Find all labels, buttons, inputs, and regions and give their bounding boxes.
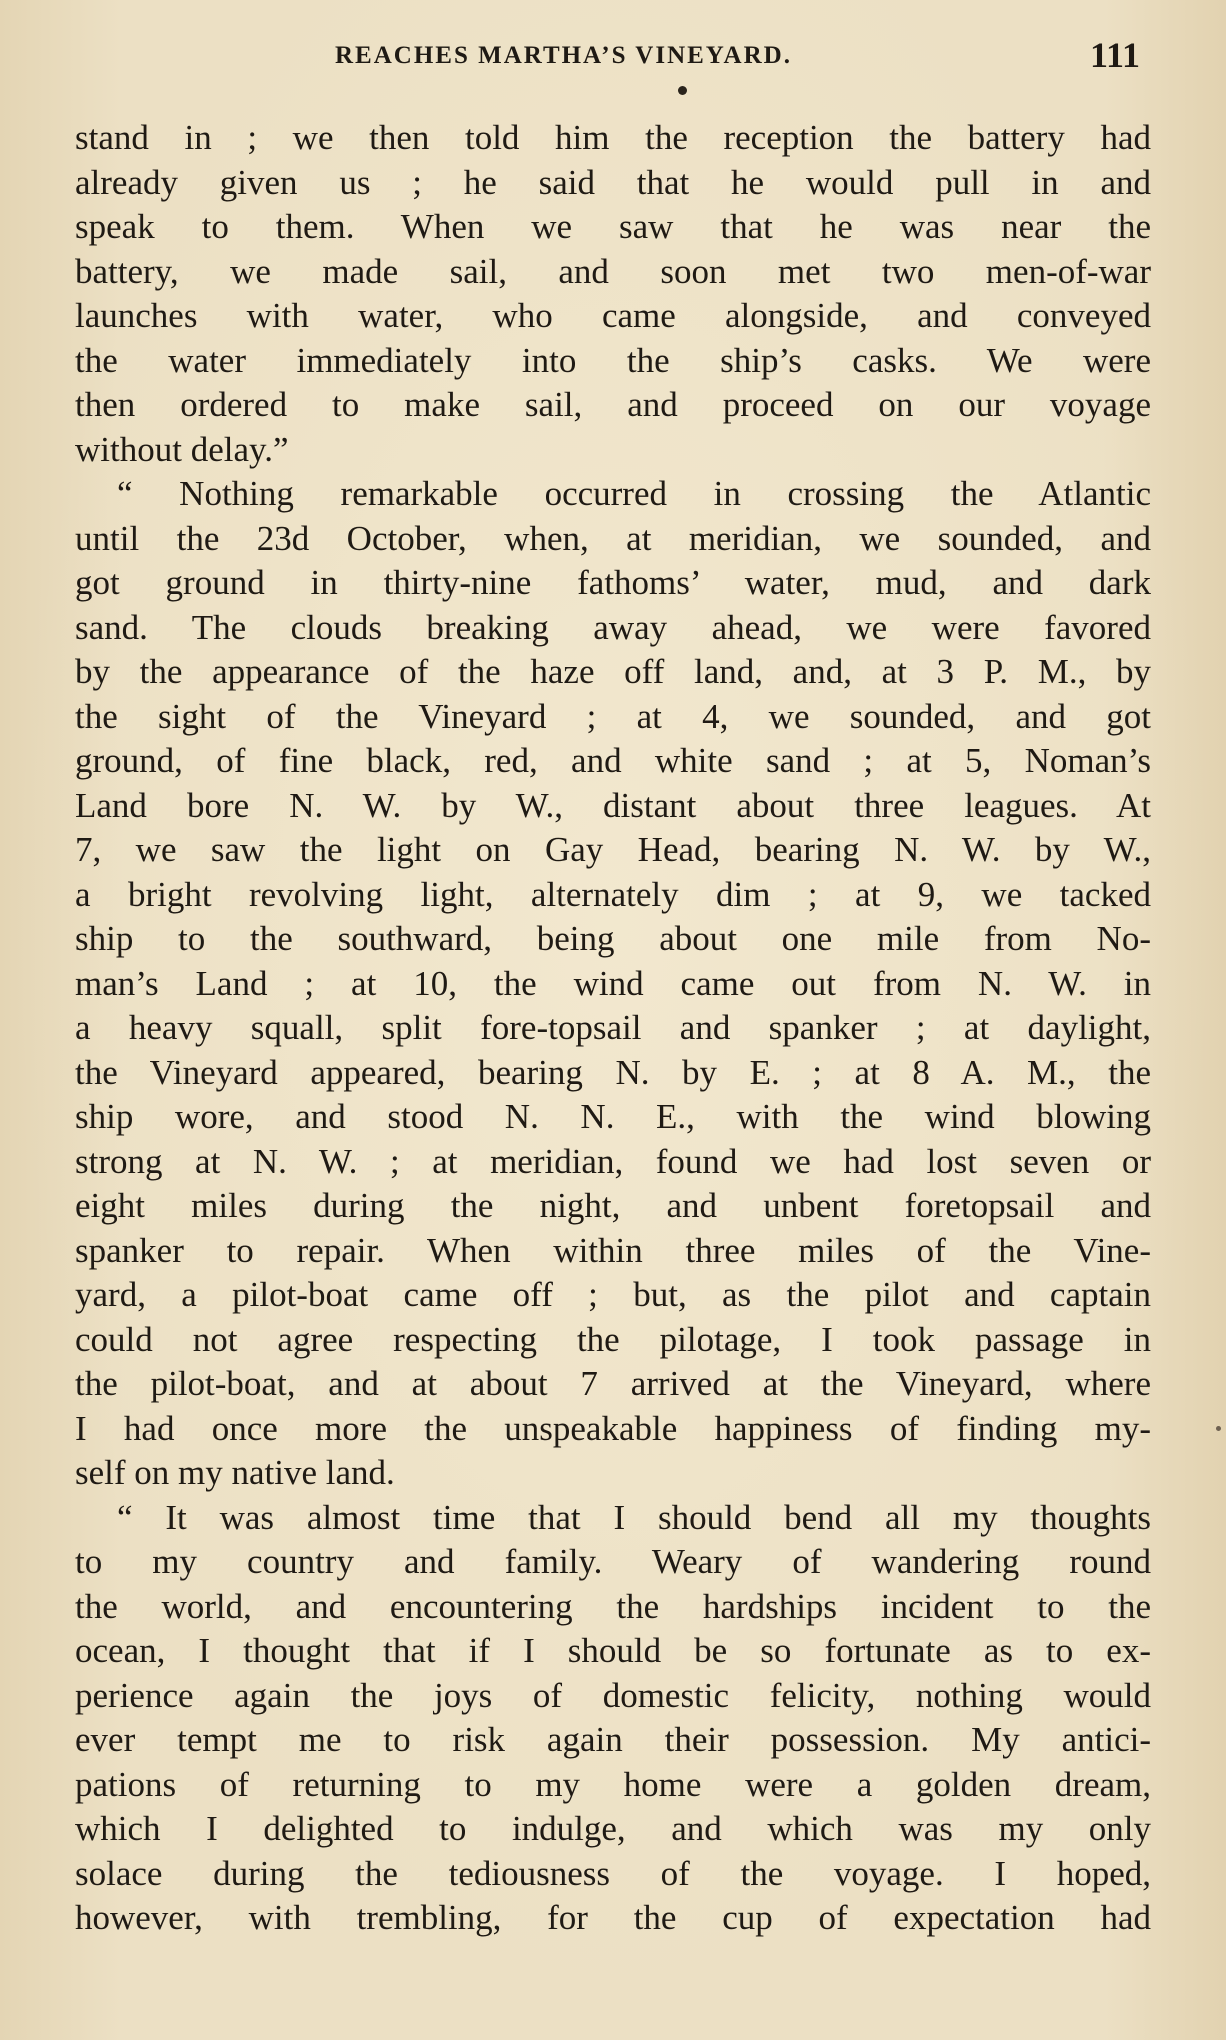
text-line: self on my native land. [75,1453,395,1492]
text-line: pations of returning to my home were a golden dream, [75,1764,1151,1804]
text-line: could not agree respecting the pilotage, I took passage in [75,1319,1151,1359]
page-number: 111 [1090,35,1141,75]
text-line: a heavy squall, split fore-topsail and spanker ; at daylight, [75,1008,1151,1047]
text-line: ship wore, and stood N. N. E., with the wind blowing [75,1097,1151,1136]
text-line: ever tempt me to risk again their possession. My antici- [75,1720,1151,1759]
text-line: launches with water, who came alongside, and conveyed [75,296,1151,335]
text-line: the pilot-boat, and at about 7 arrived at the Vineyard, where [75,1364,1151,1403]
text-line: “ Nothing remarkable occurred in crossing the Atlantic [117,474,1151,513]
text-line: perience again the joys of domestic felicity, nothing would [75,1675,1151,1715]
text-line: ground, of fine black, red, and white sand ; at 5, Noman’s [75,741,1151,780]
text-line: man’s Land ; at 10, the wind came out from N. W. in [75,963,1151,1003]
text-line: yard, a pilot-boat came off ; but, as the pilot and captain [75,1275,1151,1314]
text-line: then ordered to make sail, and proceed on our voyage [75,385,1151,424]
text-line: already given us ; he said that he would pull in and [75,162,1151,202]
text-line: I had once more the unspeakable happiness of finding my- [75,1408,1151,1448]
text-line: “ It was almost time that I should bend all my thoughts [117,1497,1151,1537]
text-line: battery, we made sail, and soon met two men-of-war [75,251,1151,291]
text-line: stand in ; we then told him the reception the battery had [75,118,1151,157]
body-text [75,116,1151,1941]
text-line: got ground in thirty-nine fathoms’ water, mud, and dark [75,563,1151,602]
text-line: by the appearance of the haze off land, and, at 3 P. M., by [75,652,1151,691]
text-line: the world, and encountering the hardships incident to the [75,1586,1151,1626]
text-line: ship to the southward, being about one mile from No- [75,919,1151,958]
text-line: sand. The clouds breaking away ahead, we were favored [75,607,1151,647]
running-head: REACHES MARTHA’S VINEYARD. [335,42,792,69]
text-line: 7, we saw the light on Gay Head, bearing N. W. by W., [75,830,1151,869]
text-line: eight miles during the night, and unbent foretopsail and [75,1186,1151,1225]
text-line: which I delighted to indulge, and which was my only [75,1809,1151,1848]
text-line: strong at N. W. ; at meridian, found we had lost seven or [75,1141,1151,1181]
text-line: the Vineyard appeared, bearing N. by E. ; at 8 A. M., the [75,1052,1151,1092]
text-line: however, with trembling, for the cup of expectation had [75,1898,1151,1937]
margin-speck-mark [1216,1426,1221,1431]
text-line: Land bore N. W. by W., distant about three leagues. At [75,785,1151,825]
ink-dot-mark [678,86,687,95]
text-line: speak to them. When we saw that he was near the [75,207,1151,246]
text-line: the sight of the Vineyard ; at 4, we sounded, and got [75,696,1151,736]
text-line: to my country and family. Weary of wandering round [75,1542,1151,1581]
text-line: until the 23d October, when, at meridian, we sounded, and [75,518,1151,558]
text-line: without delay.” [75,429,289,469]
text-line: spanker to repair. When within three miles of the Vine- [75,1230,1151,1270]
text-line: the water immediately into the ship’s casks. We were [75,340,1151,380]
page-header [0,34,1226,74]
text-line: solace during the tediousness of the voyage. I hoped, [75,1853,1151,1893]
text-line: a bright revolving light, alternately dim ; at 9, we tacked [75,874,1151,914]
text-line: ocean, I thought that if I should be so fortunate as to ex- [75,1631,1151,1670]
